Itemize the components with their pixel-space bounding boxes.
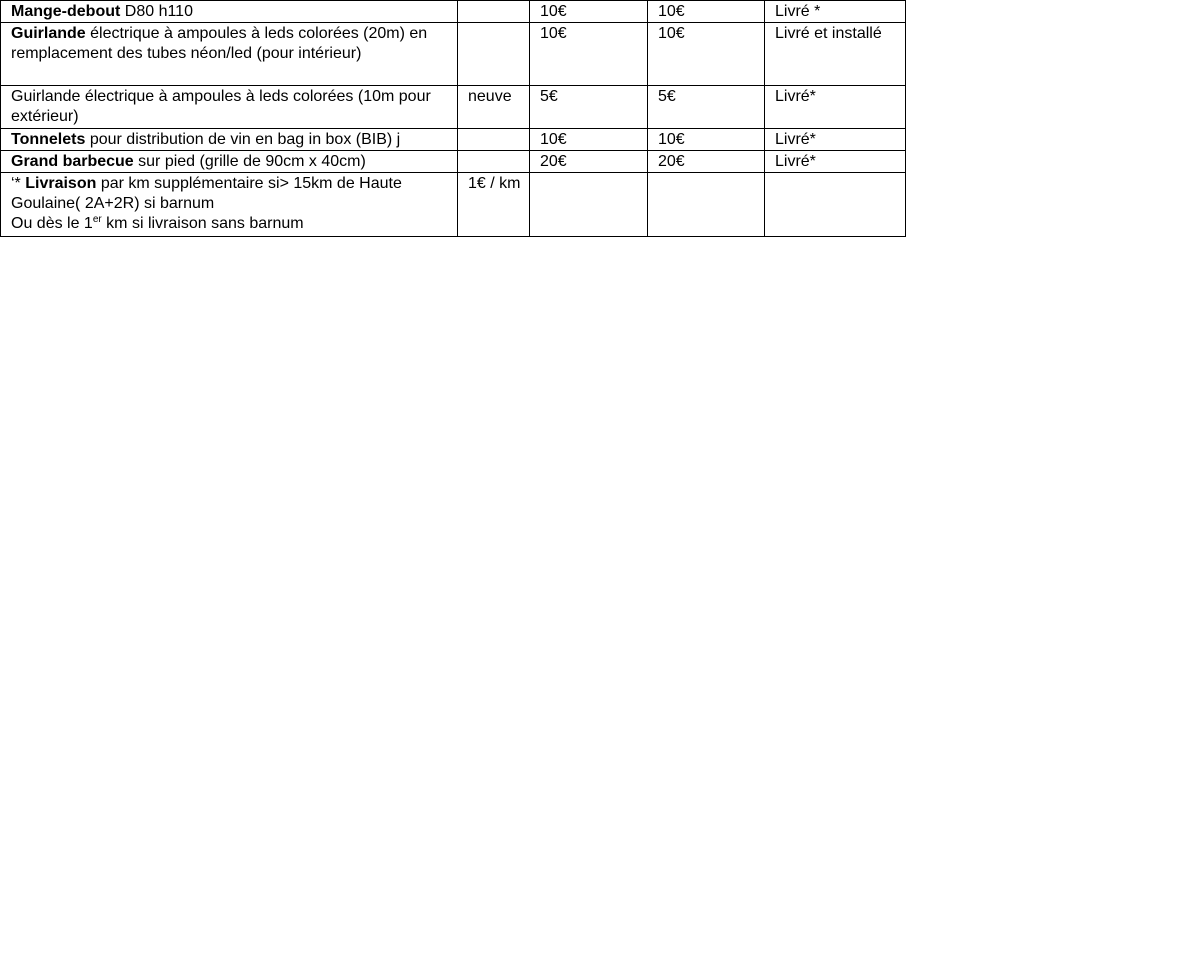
item-name-cell [1, 129, 458, 151]
delivery-cell: Livré* [765, 86, 906, 129]
item-name-rest: électrique à ampoules à leds colorées (20m) en remplacement des tubes néon/led (pour intérieur) [11, 25, 428, 62]
item-state-cell: neuve [458, 86, 530, 129]
item-name-cell [1, 86, 458, 129]
item-state-cell [458, 129, 530, 151]
table-row [1, 129, 906, 151]
empty-cell [648, 173, 765, 237]
price-cell-2: 5€ [648, 86, 765, 129]
item-name-cell [1, 23, 458, 86]
delivery-cell: Livré et installé [765, 23, 906, 86]
item-state-cell [458, 151, 530, 173]
delivery-note-bold: Livraison [25, 175, 97, 192]
item-name-bold: Grand barbecue [11, 153, 134, 170]
item-name-bold: Tonnelets [11, 131, 86, 148]
item-name-rest: D80 h110 [120, 3, 193, 20]
item-name-rest: pour distribution de vin en bag in box (BIB) j [85, 131, 401, 148]
delivery-note-line2-end: km si livraison sans barnum [101, 215, 304, 232]
price-cell-2: 10€ [648, 1, 765, 23]
delivery-note-line1: par km supplémentaire si> 15km de Haute Goulaine( 2A+2R) si barnum [11, 175, 402, 212]
item-state-cell [458, 1, 530, 23]
item-name-rest: sur pied (grille de 90cm x 40cm) [133, 153, 366, 170]
price-cell-2: 10€ [648, 23, 765, 86]
rental-price-table [0, 0, 906, 237]
table-row [1, 86, 906, 129]
item-name-bold: Guirlande [11, 25, 86, 42]
table-row [1, 23, 906, 86]
price-cell-2: 20€ [648, 151, 765, 173]
table-row [1, 1, 906, 23]
table-row-delivery-note [1, 173, 906, 237]
empty-cell [530, 173, 648, 237]
price-cell-1: 20€ [530, 151, 648, 173]
delivery-cell: Livré* [765, 151, 906, 173]
item-state-cell [458, 23, 530, 86]
item-name-cell [1, 1, 458, 23]
delivery-cell: Livré * [765, 1, 906, 23]
price-cell-1: 10€ [530, 1, 648, 23]
delivery-cell: Livré* [765, 129, 906, 151]
delivery-note-prefix: ‘* [11, 175, 26, 192]
delivery-rate-cell: 1€ / km [458, 173, 530, 237]
price-cell-2: 10€ [648, 129, 765, 151]
empty-cell [765, 173, 906, 237]
delivery-note-superscript: er [92, 214, 102, 225]
price-cell-1: 10€ [530, 129, 648, 151]
delivery-note-cell [1, 173, 458, 237]
item-name-bold: Mange-debout [11, 3, 121, 20]
table-row [1, 151, 906, 173]
item-name-cell [1, 151, 458, 173]
price-cell-1: 10€ [530, 23, 648, 86]
delivery-note-line2-start: Ou dès le 1 [11, 215, 93, 232]
price-cell-1: 5€ [530, 86, 648, 129]
item-name-rest: Guirlande électrique à ampoules à leds colorées (10m pour extérieur) [11, 88, 431, 125]
